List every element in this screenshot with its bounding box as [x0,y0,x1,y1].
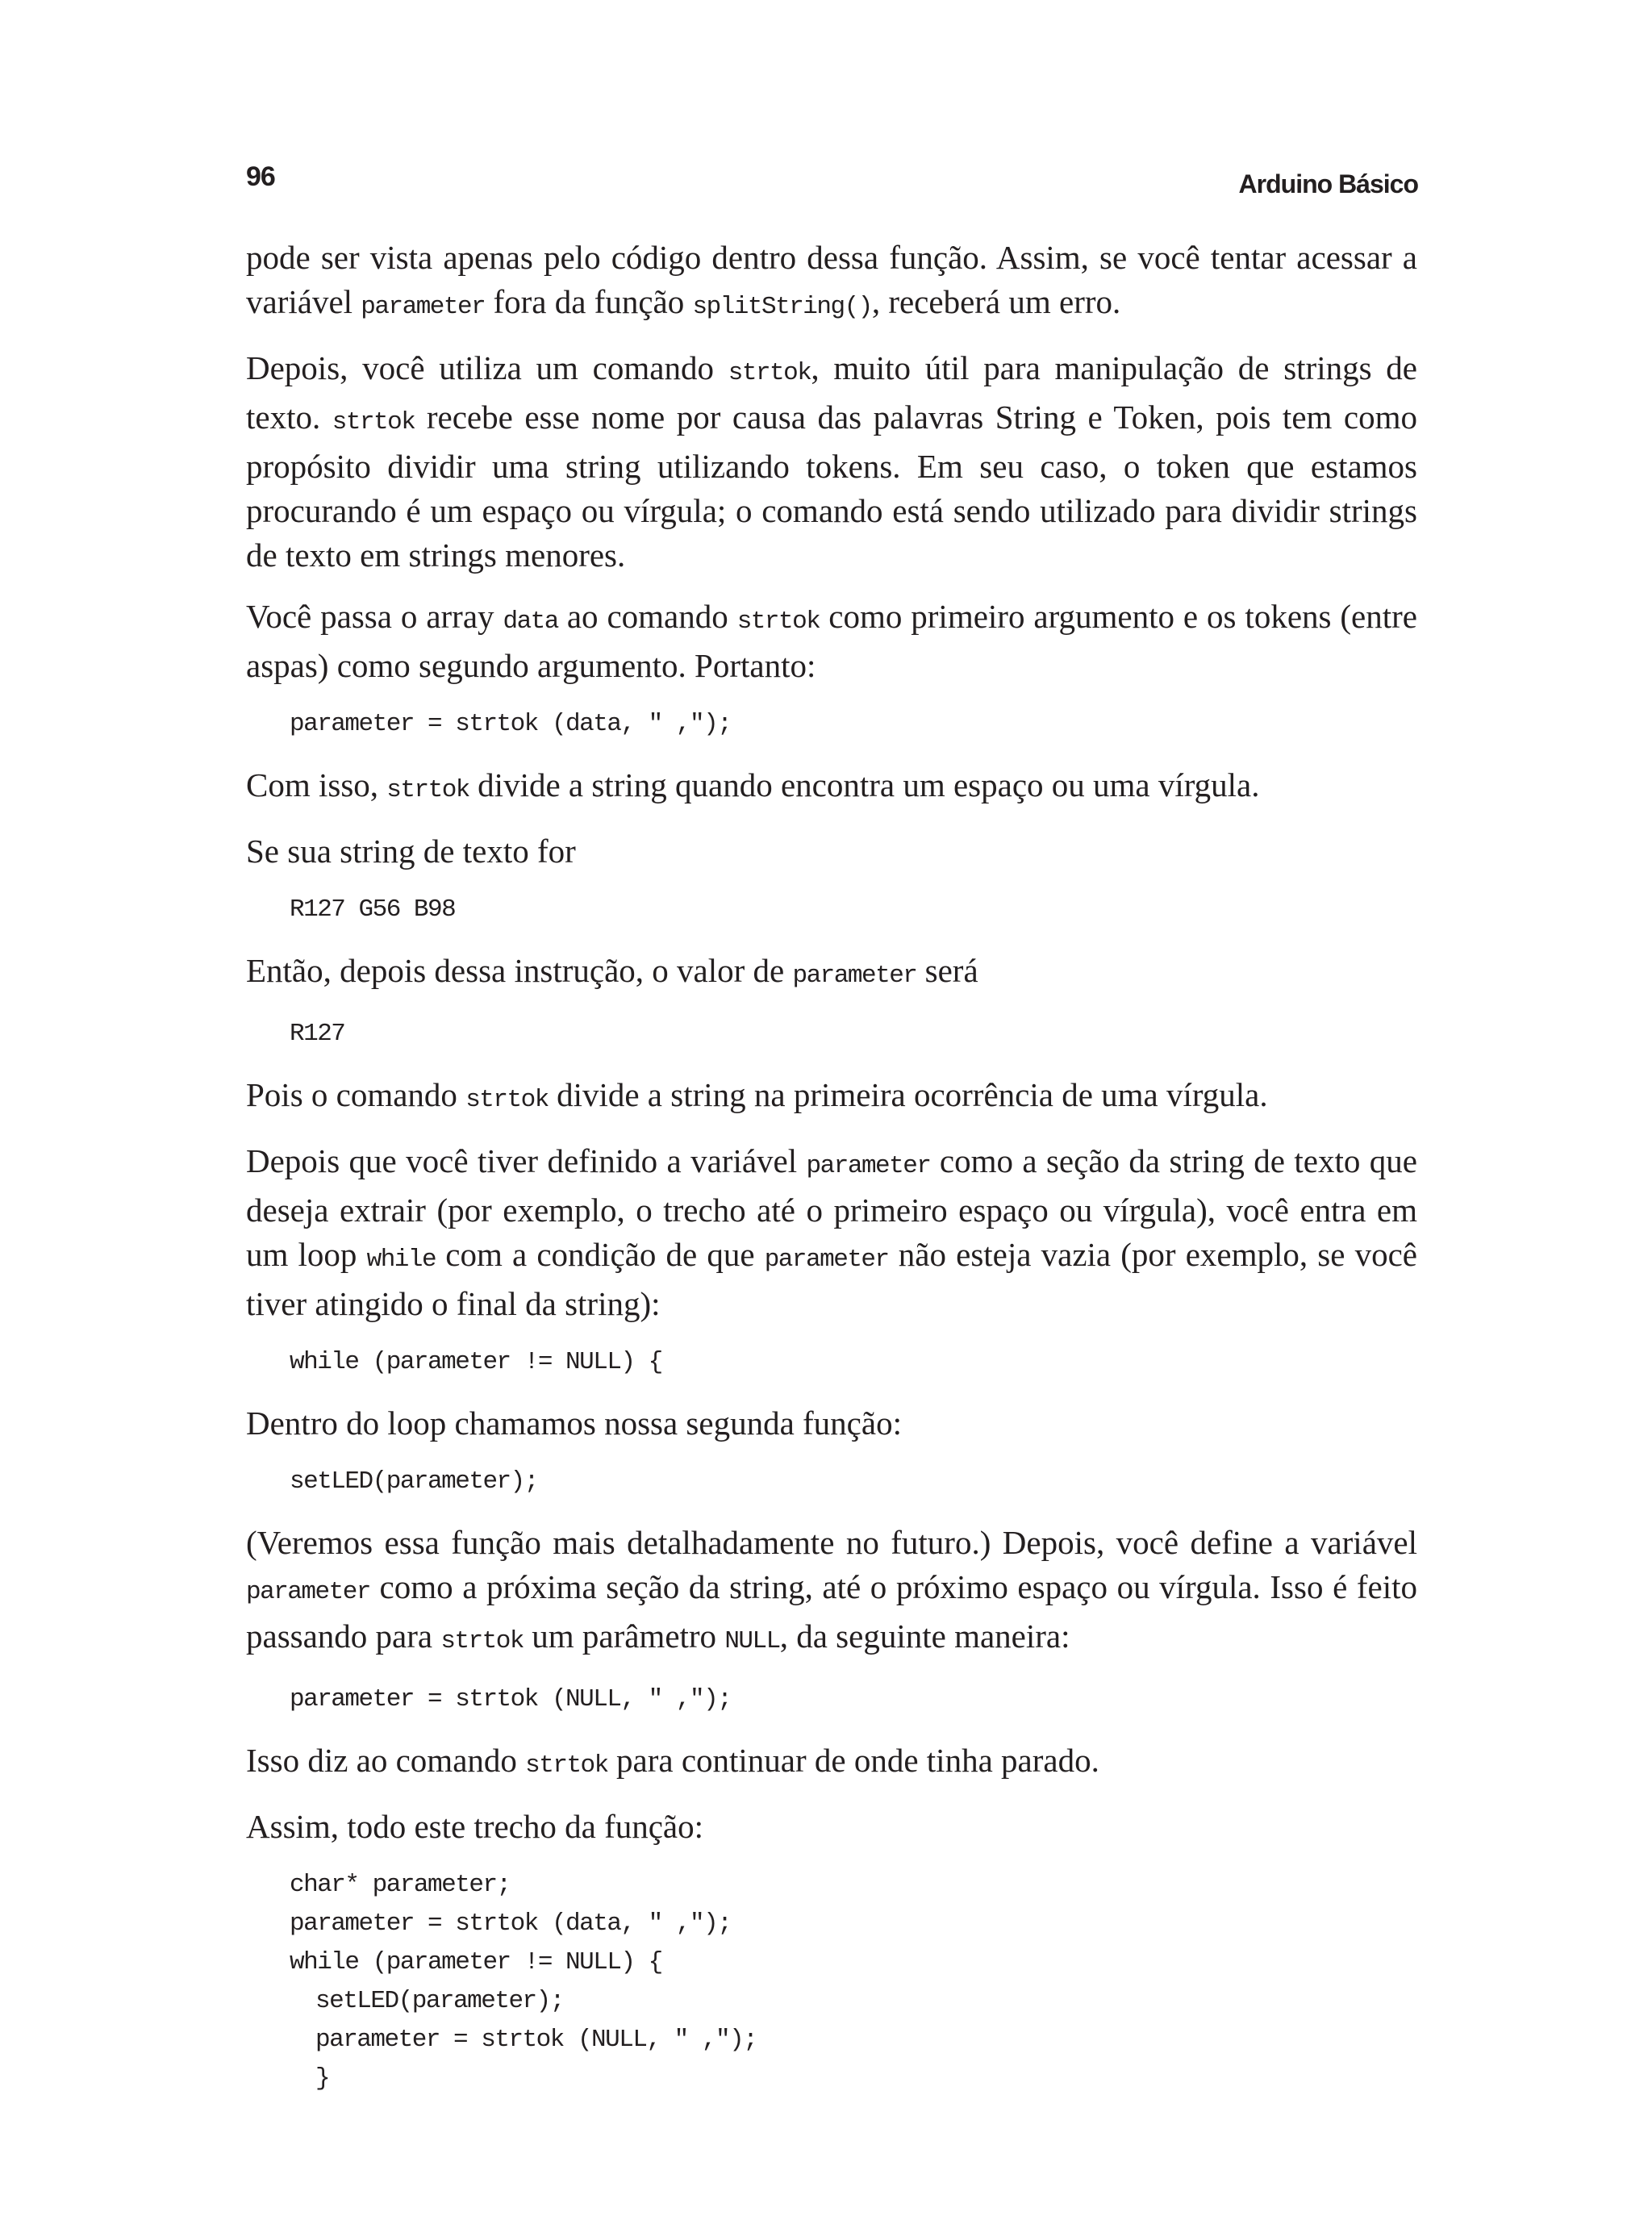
paragraph-4: Com isso, strtok divide a string quando encontra um espaço ou uma vírgula. [246,766,1260,804]
inline-code: while [366,1246,436,1274]
code-block-line: parameter = strtok (data, " ,"); [290,1910,732,1938]
paragraph-7: Pois o comando strtok divide a string na primeira ocorrência de uma vírgula. [246,1076,1268,1114]
paragraph-8: Depois que você tiver definido a variável parameter como a seção da string de texto que deseja extrair (por exemplo, o trecho até o primeiro espaço ou vírgula), você entra em um loop while com a condição de que parameter não esteja vazia (por exemplo, se você tiver atingido o final da string): [246,1142,1418,1322]
code-block-line: setLED(parameter); [315,1987,564,2015]
inline-code: strtok [332,408,415,436]
paragraph-1: pode ser vista apenas pelo código dentro dessa função. Assim, se você tentar acessar a variável parameter fora da função splitString(), receberá um erro. [246,239,1417,321]
paragraph-11: Isso diz ao comando strtok para continuar de onde tinha parado. [246,1742,1099,1780]
inline-code: strtok [728,359,811,387]
inline-code: parameter [246,1578,370,1606]
code-line-6: parameter = strtok (NULL, " ,"); [290,1685,732,1713]
code-line-3: R127 [290,1020,345,1048]
paragraph-12: Assim, todo este trecho da função: [246,1808,704,1845]
inline-code: strtok [440,1627,524,1655]
inline-code: parameter [361,293,486,321]
page-number: 96 [246,161,275,192]
paragraph-10: (Veremos essa função mais detalhadamente no futuro.) Depois, você define a variável parameter como a próxima seção da string, até o próximo espaço ou vírgula. Isso é feito passando para strtok um parâmetro NULL, da seguinte maneira: [246,1524,1417,1655]
running-title: Arduino Básico [1238,169,1418,198]
inline-code: parameter [806,1152,931,1180]
paragraph-5: Se sua string de texto for [246,833,576,870]
code-block-line: while (parameter != NULL) { [290,1948,662,1976]
inline-code: strtok [525,1751,608,1780]
code-line-4: while (parameter != NULL) { [290,1348,662,1376]
code-block-line: } [315,2064,330,2093]
inline-code: parameter [792,962,917,990]
code-block-line: parameter = strtok (NULL, " ,"); [315,2026,757,2054]
paragraph-2: Depois, você utiliza um comando strtok, muito útil para manipulação de strings de texto. strtok recebe esse nome por causa das palavras String e Token, pois tem como propósito dividir uma string utilizando tokens. Em seu caso, o token que estamos procurando é um espaço ou vírgula; o comando está sendo utilizado para dividir strings de texto em strings menores. [246,349,1418,574]
inline-code: data [503,607,558,636]
inline-code: strtok [386,776,469,804]
paragraph-3: Você passa o array data ao comando strtok como primeiro argumento e os tokens (entre aspas) como segundo argumento. Portanto: [246,598,1417,684]
code-line-2: R127 G56 B98 [290,895,456,924]
code-block [290,1866,1417,2098]
paragraph-6: Então, depois dessa instrução, o valor de parameter será [246,952,978,990]
inline-code: splitString() [692,293,872,321]
code-block-line: char* parameter; [290,1871,511,1899]
code-line-1: parameter = strtok (data, " ,"); [290,710,732,738]
inline-code: parameter [764,1246,889,1274]
inline-code: strtok [465,1086,549,1114]
inline-code: NULL [724,1627,780,1655]
page-body [246,236,1417,2098]
code-line-5: setLED(parameter); [290,1467,538,1496]
inline-code: strtok [736,607,820,636]
paragraph-9: Dentro do loop chamamos nossa segunda função: [246,1404,902,1442]
